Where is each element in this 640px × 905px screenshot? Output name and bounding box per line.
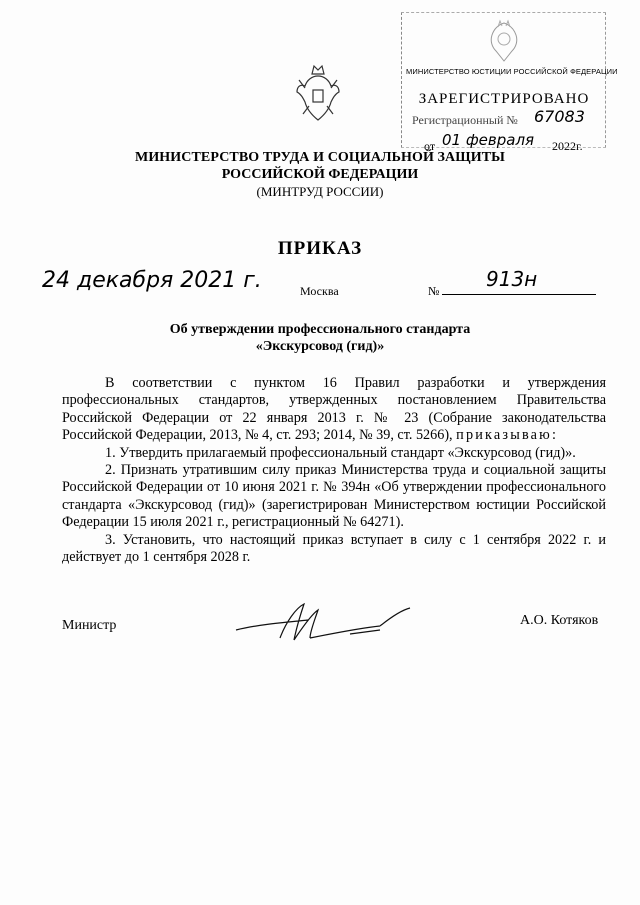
order-city: Москва — [300, 284, 339, 298]
subject-line1: Об утверждении профессионального стандарта — [169, 322, 471, 337]
order-number-sign: № — [428, 284, 440, 298]
handwritten-signature-icon — [230, 598, 420, 646]
stamp-registered-text: ЗАРЕГИСТРИРОВАНО — [418, 91, 590, 107]
stamp-ministry-text: МИНИСТЕРСТВО ЮСТИЦИИ РОССИЙСКОЙ ФЕДЕРАЦИИ — [406, 67, 618, 76]
signer-position: Министр — [62, 618, 117, 633]
stamp-reg-number: 67083 — [534, 107, 585, 126]
ministry-short-name: (МИНТРУД РОССИИ) — [256, 184, 384, 199]
registration-stamp — [401, 12, 618, 153]
ministry-name-line1: МИНИСТЕРСТВО ТРУДА И СОЦИАЛЬНОЙ ЗАЩИТЫ — [135, 150, 505, 165]
subject-line2: «Экскурсовод (гид)» — [255, 339, 385, 354]
ministry-name-line2: РОССИЙСКОЙ ФЕДЕРАЦИИ — [221, 167, 419, 182]
body-intro-paragraph — [62, 375, 606, 445]
body-item-1: 1. Утвердить прилагаемый профессиональный стандарт «Экскурсовод (гид)». — [105, 444, 576, 461]
signer-name: А.О. Котяков — [520, 613, 599, 628]
stamp-date-handwritten: 01 февраля — [442, 131, 535, 149]
stamp-date-prefix: от — [424, 139, 436, 153]
body-intro-text: В соответствии с пунктом 16 Правил разработки и утверждения профессиональных стандартов, утвержденных постановлением Правительства Российской Федерации от 22 января 2013 г. № 23 (Собрание законодательства Российской Федерации, 2013, № 4, ст. 293; 2014, № 39, ст. 5266), — [62, 375, 606, 444]
body-decree-word: приказываю: — [456, 427, 559, 444]
order-number-line — [442, 294, 596, 295]
body-item-2: 2. Признать утратившим силу приказ Министерства труда и социальной защиты Российской Федерации от 10 июня 2021 г. № 394н «Об утверждении профессионального стандарта «Экскурсовод (гид)» (зарегистрирован Министерством юстиции Российской Федерации 15 июля 2021 г., регистрационный № 64271). — [62, 462, 606, 531]
order-number-handwritten: 913н — [486, 267, 538, 291]
stamp-reg-label: Регистрационный № — [412, 113, 518, 127]
order-date-handwritten: 24 декабря 2021 г. — [42, 268, 262, 293]
stamp-year: 2022г. — [552, 139, 583, 153]
order-title: ПРИКАЗ — [277, 238, 363, 259]
order-body — [62, 375, 606, 566]
body-item-3: 3. Установить, что настоящий приказ вступает в силу с 1 сентября 2022 г. и действует до 1 сентября 2028 г. — [62, 531, 606, 566]
stamp-emblem-icon — [484, 17, 524, 65]
coat-of-arms-icon — [293, 62, 343, 122]
